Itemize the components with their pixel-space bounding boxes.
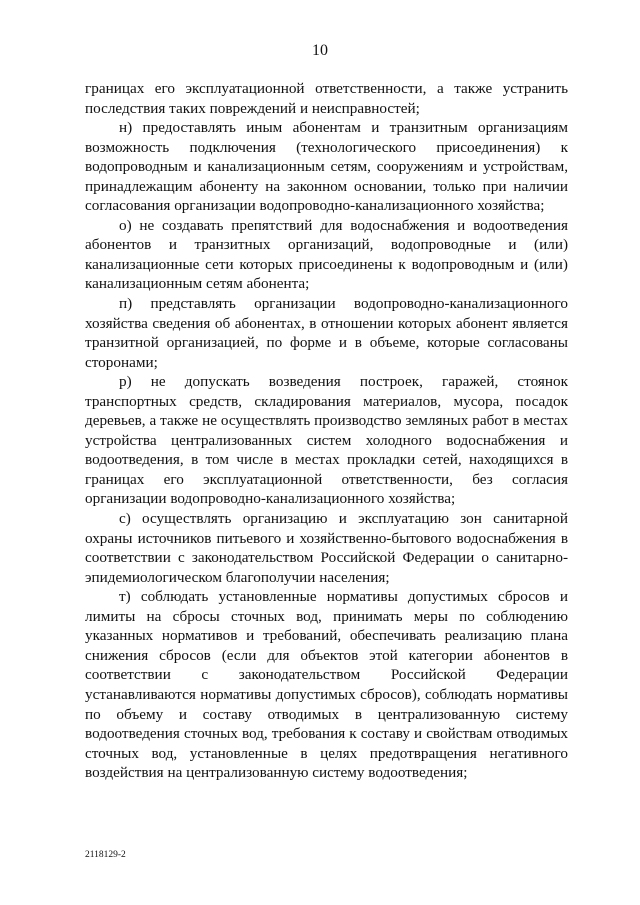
paragraph-item-t: т) соблюдать установленные нормативы допустимых сбросов и лимиты на сбросы сточных вод, принимать меры по соблюдению указанных нормативов и требований, обеспечивать реализацию плана снижения сбросов (если для объектов этой категории абонентов в соответствии с законодательством Российской Федерации устанавливаются нормативы допустимых сбросов), соблюдать нормативы по объему и составу отводимых в централизованную систему водоотведения сточных вод, требования к составу и свойствам отводимых сточных вод, установленные в целях предотвращения негативного воздействия на централизованную систему водоотведения; — [85, 588, 568, 782]
page-number: 10 — [312, 42, 328, 59]
document-body — [85, 79, 568, 783]
paragraph-item-r: р) не допускать возведения построек, гаражей, стоянок транспортных средств, складирования материалов, мусора, посадок деревьев, а также не осуществлять производство земляных работ в местах устройства централизованных систем холодного водоснабжения и водоотведения, в том числе в местах прокладки сетей, находящихся в границах его эксплуатационной ответственности, без согласия организации водопроводно-канализационного хозяйства; — [85, 373, 568, 508]
paragraph-item-n: н) предоставлять иным абонентам и транзитным организациям возможность подключения (технологического присоединения) к водопроводным и канализационным сетям, сооружениям и устройствам, принадлежащим абоненту на законном основании, только при наличии согласования организации водопроводно-канализационного хозяйства; — [85, 119, 568, 215]
document-code: 2118129-2 — [85, 850, 126, 860]
paragraph-item-s: с) осуществлять организацию и эксплуатацию зон санитарной охраны источников питьевого и хозяйственно-бытового водоснабжения в соответствии с законодательством Российской Федерации о санитарно-эпидемиологическом благополучии населения; — [85, 510, 568, 586]
paragraph-item-p: п) представлять организации водопроводно-канализационного хозяйства сведения об абонентах, в отношении которых абонент является транзитной организацией, по форме и в объеме, которые согласованы сторонами; — [85, 295, 568, 371]
paragraph-item-o: о) не создавать препятствий для водоснабжения и водоотведения абонентов и транзитных организаций, водопроводные и (или) канализационные сети которых присоединены к водопроводным и (или) канализационным сетям абонента; — [85, 216, 568, 293]
paragraph-continuation: границах его эксплуатационной ответственности, а также устранить последствия таких повреждений и неисправностей; — [85, 80, 568, 117]
